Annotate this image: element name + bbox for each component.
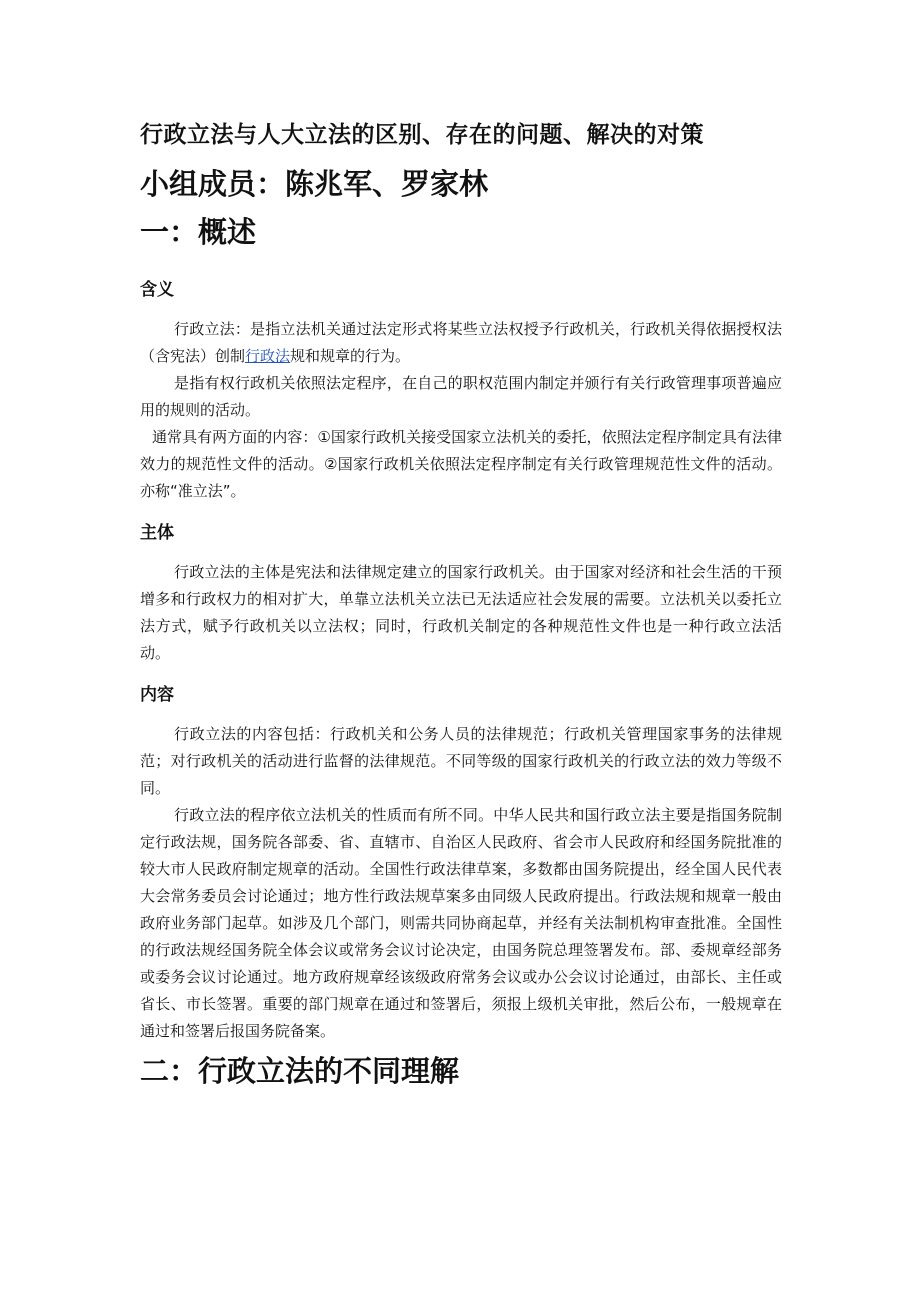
meaning-paragraph-3: 通常具有两方面的内容：①国家行政机关接受国家立法机关的委托，依照法定程序制定具有法律效力的规范性文件的活动。②国家行政机关依照法定程序制定有关行政管理规范性文件的活动。亦称“准立法”。 (140, 428, 782, 500)
document-body (140, 118, 782, 1093)
subject-heading: 主体 (140, 523, 174, 543)
administrative-law-link[interactable]: 行政法 (245, 347, 291, 365)
section-2-heading: 二：行政立法的不同理解 (140, 1054, 460, 1088)
group-members: 小组成员：陈兆军、罗家林 (140, 167, 489, 201)
meaning-paragraph-2: 是指有权行政机关依照法定程序，在自己的职权范围内制定并颁行有关行政管理事项普遍应用的规则的活动。 (140, 374, 782, 419)
meaning-p1-text-after: 规和规章的行为。 (290, 347, 411, 365)
document-title: 行政立法与人大立法的区别、存在的问题、解决的对策 (140, 122, 704, 148)
content-paragraph-1: 行政立法的内容包括：行政机关和公务人员的法律规范；行政机关管理国家事务的法律规范；对行政机关的活动进行监督的法律规范。不同等级的国家行政机关的行政立法的效力等级不同。 (140, 725, 782, 797)
meaning-heading: 含义 (140, 280, 174, 300)
subject-paragraph-1: 行政立法的主体是宪法和法律规定建立的国家行政机关。由于国家对经济和社会生活的干预增多和行政权力的相对扩大，单靠立法机关立法已无法适应社会发展的需要。立法机关以委托立法方式，赋予行政机关以立法权；同时，行政机关制定的各种规范性文件也是一种行政立法活动。 (140, 563, 782, 662)
content-heading: 内容 (140, 685, 174, 705)
section-1-heading: 一：概述 (140, 215, 257, 249)
meaning-p1-text-before: 行政立法：是指立法机关通过法定形式将某些立法权授予行政机关，行政机关得依据授权法（含宪法）创制 (140, 320, 782, 365)
meaning-paragraph-1 (140, 316, 782, 370)
content-paragraph-2: 行政立法的程序依立法机关的性质而有所不同。中华人民共和国行政立法主要是指国务院制定行政法规，国务院各部委、省、直辖市、自治区人民政府、省会市人民政府和经国务院批准的较大市人民政府制定规章的活动。全国性行政法律草案，多数都由国务院提出，经全国人民代表大会常务委员会讨论通过；地方性行政法规草案多由同级人民政府提出。行政法规和规章一般由政府业务部门起草。如涉及几个部门，则需共同协商起草，并经有关法制机构审查批准。全国性的行政法规经国务院全体会议或常务会议讨论决定，由国务院总理签署发布。部、委规章经部务或委务会议讨论通过。地方政府规章经该级政府常务会议或办公会议讨论通过，由部长、主任或省长、市长签署。重要的部门规章在通过和签署后，须报上级机关审批，然后公布，一般规章在通过和签署后报国务院备案。 (140, 806, 782, 1040)
